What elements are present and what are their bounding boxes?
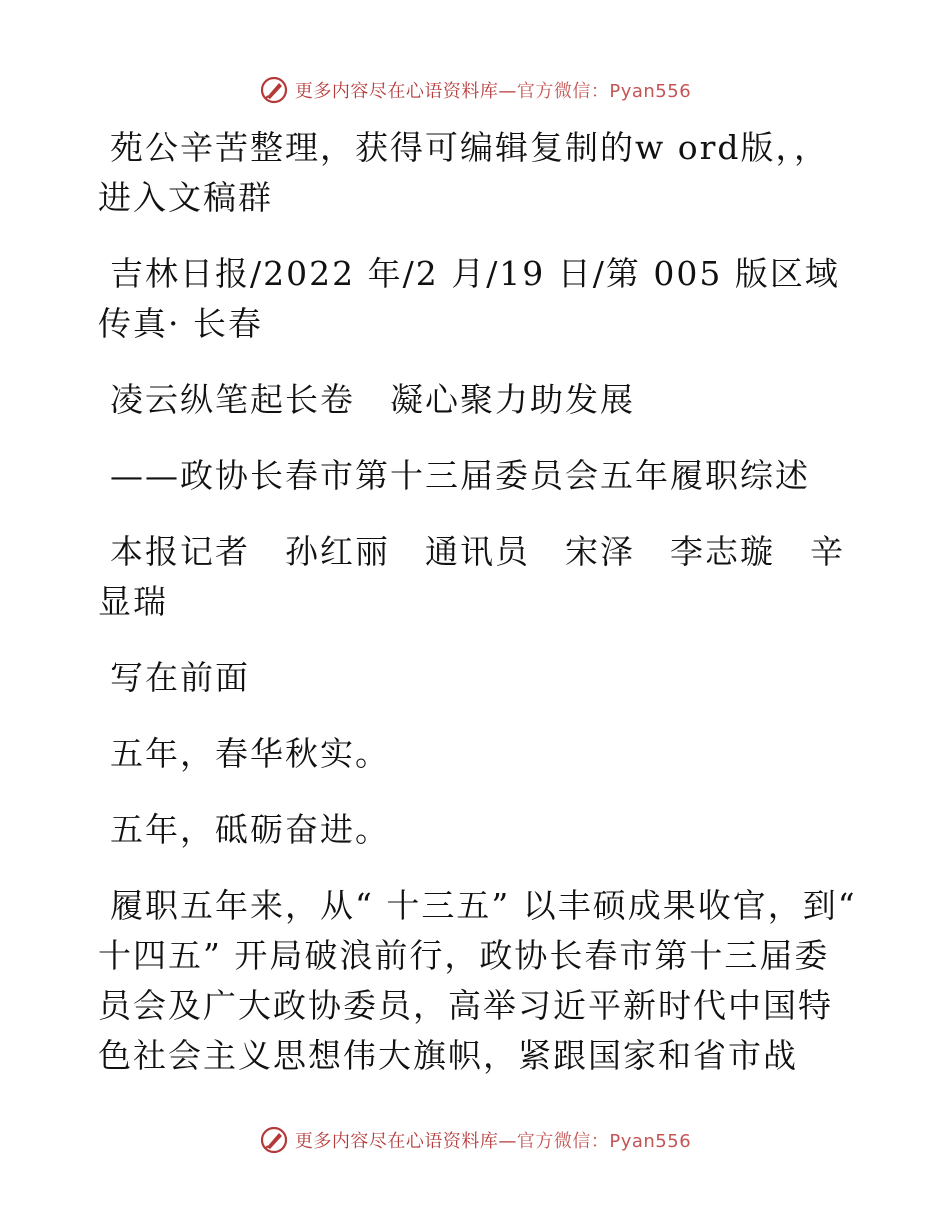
- watermark-wechat-text: 官方微信：Pyan556: [516, 81, 692, 102]
- body-paragraph: 五年，春华秋实。: [110, 734, 390, 773]
- watermark-text: [295, 77, 691, 103]
- watermark-site-text: 更多内容尽在心语资料库—: [294, 81, 517, 102]
- watermark-site-text: 更多内容尽在心语资料库—: [294, 1131, 517, 1152]
- quill-pen-logo-icon: [259, 1125, 289, 1155]
- footer-watermark: [0, 1120, 950, 1160]
- article-title: 凌云纵笔起长卷 凝心聚力助发展: [110, 380, 635, 419]
- byline: 本报记者 孙红丽 通讯员 宋泽 李志璇 辛显瑞: [98, 532, 845, 621]
- body-paragraph: 履职五年来，从“ 十三五” 以丰硕成果收官，到“ 十四五” 开局破浪前行，政协长春市第十三届委员会及广大政协委员，高举习近平新时代中国特色社会主义思想伟大旗帜，紧跟国家和省市战: [98, 886, 857, 1075]
- section-heading: 写在前面: [110, 658, 250, 697]
- body-paragraph: 五年，砥砺奋进。: [110, 810, 390, 849]
- document-body: [98, 123, 858, 1107]
- watermark-wechat-text: 官方微信：Pyan556: [516, 1131, 692, 1152]
- header-watermark: [0, 70, 950, 110]
- intro-paragraph: 苑公辛苦整理，获得可编辑复制的w ord版，，进入文稿群: [98, 128, 830, 217]
- watermark-text: [295, 1127, 691, 1153]
- source-line: 吉林日报/2022 年/2 月/19 日/第 005 版区域传真· 长春: [98, 254, 840, 343]
- quill-pen-logo-icon: [259, 75, 289, 105]
- article-subtitle: ——政协长春市第十三届委员会五年履职综述: [110, 456, 810, 495]
